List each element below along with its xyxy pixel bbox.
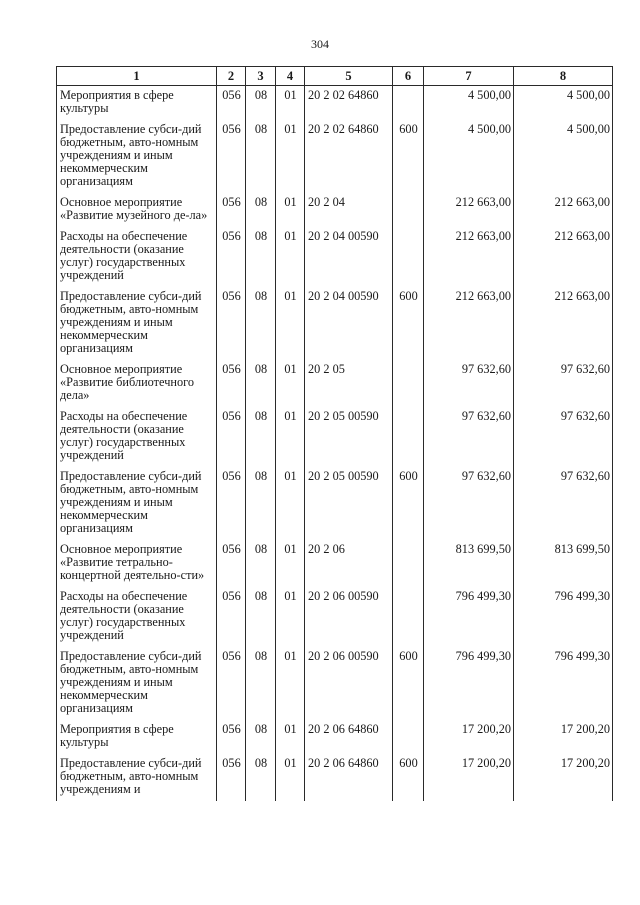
- table-row: [57, 407, 613, 467]
- table-row: [57, 360, 613, 407]
- ministry-code-cell: 056: [217, 193, 246, 227]
- ministry-code-cell: 056: [217, 467, 246, 540]
- row-name-cell: Предоставление субси-дий бюджетным, авто-номным учреждениям и иным некоммерческим организациям: [57, 647, 217, 720]
- section-code-cell: 08: [246, 754, 276, 801]
- ministry-code-cell: 056: [217, 540, 246, 587]
- row-name-cell: Мероприятия в сфере культуры: [57, 720, 217, 754]
- table-row: [57, 287, 613, 360]
- ministry-code-cell: 056: [217, 86, 246, 121]
- row-name-cell: Расходы на обеспечение деятельности (оказание услуг) государственных учреждений: [57, 407, 217, 467]
- subsection-code-cell: 01: [276, 467, 305, 540]
- section-code-cell: 08: [246, 587, 276, 647]
- expense-type-cell: 600: [393, 754, 424, 801]
- amount-cell: 4 500,00: [514, 120, 613, 193]
- target-article-cell: 20 2 04 00590: [305, 287, 393, 360]
- expense-type-cell: 600: [393, 647, 424, 720]
- amount-cell: 796 499,30: [424, 587, 514, 647]
- row-name-cell: Основное мероприятие «Развитие музейного де-ла»: [57, 193, 217, 227]
- amount-cell: 17 200,20: [514, 720, 613, 754]
- target-article-cell: 20 2 06 00590: [305, 587, 393, 647]
- amount-cell: 97 632,60: [514, 407, 613, 467]
- expense-type-cell: [393, 407, 424, 467]
- amount-cell: 97 632,60: [424, 407, 514, 467]
- expense-type-cell: 600: [393, 467, 424, 540]
- amount-cell: 97 632,60: [514, 360, 613, 407]
- table-row: [57, 647, 613, 720]
- section-code-cell: 08: [246, 407, 276, 467]
- amount-cell: 97 632,60: [424, 360, 514, 407]
- amount-cell: 813 699,50: [514, 540, 613, 587]
- header-row: [57, 67, 613, 86]
- ministry-code-cell: 056: [217, 720, 246, 754]
- amount-cell: 17 200,20: [514, 754, 613, 801]
- section-code-cell: 08: [246, 720, 276, 754]
- table-row: [57, 754, 613, 801]
- table-row: [57, 467, 613, 540]
- header-cell: 3: [246, 67, 276, 86]
- row-name-cell: Предоставление субси-дий бюджетным, авто-номным учреждениям и: [57, 754, 217, 801]
- amount-cell: 212 663,00: [514, 227, 613, 287]
- section-code-cell: 08: [246, 467, 276, 540]
- amount-cell: 4 500,00: [514, 86, 613, 121]
- target-article-cell: 20 2 02 64860: [305, 120, 393, 193]
- subsection-code-cell: 01: [276, 227, 305, 287]
- header-cell: 8: [514, 67, 613, 86]
- header-cell: 5: [305, 67, 393, 86]
- amount-cell: 796 499,30: [424, 647, 514, 720]
- page-number: 304: [311, 37, 329, 51]
- expense-type-cell: 600: [393, 287, 424, 360]
- section-code-cell: 08: [246, 86, 276, 121]
- amount-cell: 796 499,30: [514, 587, 613, 647]
- section-code-cell: 08: [246, 227, 276, 287]
- row-name-cell: Расходы на обеспечение деятельности (оказание услуг) государственных учреждений: [57, 227, 217, 287]
- ministry-code-cell: 056: [217, 754, 246, 801]
- table-row: [57, 587, 613, 647]
- amount-cell: 212 663,00: [424, 227, 514, 287]
- table-row: [57, 227, 613, 287]
- subsection-code-cell: 01: [276, 754, 305, 801]
- table-body: [57, 86, 613, 802]
- section-code-cell: 08: [246, 540, 276, 587]
- subsection-code-cell: 01: [276, 86, 305, 121]
- row-name-cell: Предоставление субси-дий бюджетным, авто-номным учреждениям и иным некоммерческим организациям: [57, 467, 217, 540]
- target-article-cell: 20 2 06 64860: [305, 720, 393, 754]
- target-article-cell: 20 2 05: [305, 360, 393, 407]
- subsection-code-cell: 01: [276, 407, 305, 467]
- ministry-code-cell: 056: [217, 587, 246, 647]
- target-article-cell: 20 2 06 64860: [305, 754, 393, 801]
- target-article-cell: 20 2 05 00590: [305, 467, 393, 540]
- header-cell: 2: [217, 67, 246, 86]
- expense-type-cell: [393, 720, 424, 754]
- ministry-code-cell: 056: [217, 120, 246, 193]
- section-code-cell: 08: [246, 360, 276, 407]
- table-row: [57, 720, 613, 754]
- expense-type-cell: [393, 193, 424, 227]
- header-cell: 6: [393, 67, 424, 86]
- amount-cell: 17 200,20: [424, 720, 514, 754]
- row-name-cell: Предоставление субси-дий бюджетным, авто-номным учреждениям и иным некоммерческим организациям: [57, 287, 217, 360]
- amount-cell: 97 632,60: [424, 467, 514, 540]
- amount-cell: 796 499,30: [514, 647, 613, 720]
- target-article-cell: 20 2 04 00590: [305, 227, 393, 287]
- budget-table: [56, 66, 613, 801]
- amount-cell: 4 500,00: [424, 120, 514, 193]
- table-row: [57, 540, 613, 587]
- header-cell: 7: [424, 67, 514, 86]
- subsection-code-cell: 01: [276, 360, 305, 407]
- amount-cell: 97 632,60: [514, 467, 613, 540]
- ministry-code-cell: 056: [217, 227, 246, 287]
- ministry-code-cell: 056: [217, 647, 246, 720]
- amount-cell: 4 500,00: [424, 86, 514, 121]
- subsection-code-cell: 01: [276, 287, 305, 360]
- amount-cell: 212 663,00: [424, 193, 514, 227]
- row-name-cell: Предоставление субси-дий бюджетным, авто-номным учреждениям и иным некоммерческим организациям: [57, 120, 217, 193]
- subsection-code-cell: 01: [276, 193, 305, 227]
- target-article-cell: 20 2 04: [305, 193, 393, 227]
- subsection-code-cell: 01: [276, 587, 305, 647]
- row-name-cell: Мероприятия в сфере культуры: [57, 86, 217, 121]
- header-cell: 1: [57, 67, 217, 86]
- target-article-cell: 20 2 02 64860: [305, 86, 393, 121]
- expense-type-cell: [393, 360, 424, 407]
- table-row: [57, 193, 613, 227]
- expense-type-cell: 600: [393, 120, 424, 193]
- ministry-code-cell: 056: [217, 407, 246, 467]
- ministry-code-cell: 056: [217, 360, 246, 407]
- subsection-code-cell: 01: [276, 647, 305, 720]
- subsection-code-cell: 01: [276, 540, 305, 587]
- ministry-code-cell: 056: [217, 287, 246, 360]
- amount-cell: 17 200,20: [424, 754, 514, 801]
- table-row: [57, 86, 613, 121]
- amount-cell: 212 663,00: [514, 287, 613, 360]
- header-cell: 4: [276, 67, 305, 86]
- section-code-cell: 08: [246, 193, 276, 227]
- amount-cell: 813 699,50: [424, 540, 514, 587]
- expense-type-cell: [393, 227, 424, 287]
- expense-type-cell: [393, 86, 424, 121]
- target-article-cell: 20 2 05 00590: [305, 407, 393, 467]
- target-article-cell: 20 2 06: [305, 540, 393, 587]
- row-name-cell: Расходы на обеспечение деятельности (оказание услуг) государственных учреждений: [57, 587, 217, 647]
- section-code-cell: 08: [246, 120, 276, 193]
- amount-cell: 212 663,00: [514, 193, 613, 227]
- subsection-code-cell: 01: [276, 720, 305, 754]
- section-code-cell: 08: [246, 287, 276, 360]
- section-code-cell: 08: [246, 647, 276, 720]
- subsection-code-cell: 01: [276, 120, 305, 193]
- table-row: [57, 120, 613, 193]
- amount-cell: 212 663,00: [424, 287, 514, 360]
- expense-type-cell: [393, 587, 424, 647]
- expense-type-cell: [393, 540, 424, 587]
- row-name-cell: Основное мероприятие «Развитие библиотечного дела»: [57, 360, 217, 407]
- target-article-cell: 20 2 06 00590: [305, 647, 393, 720]
- row-name-cell: Основное мероприятие «Развитие тетрально-концертной деятельно-сти»: [57, 540, 217, 587]
